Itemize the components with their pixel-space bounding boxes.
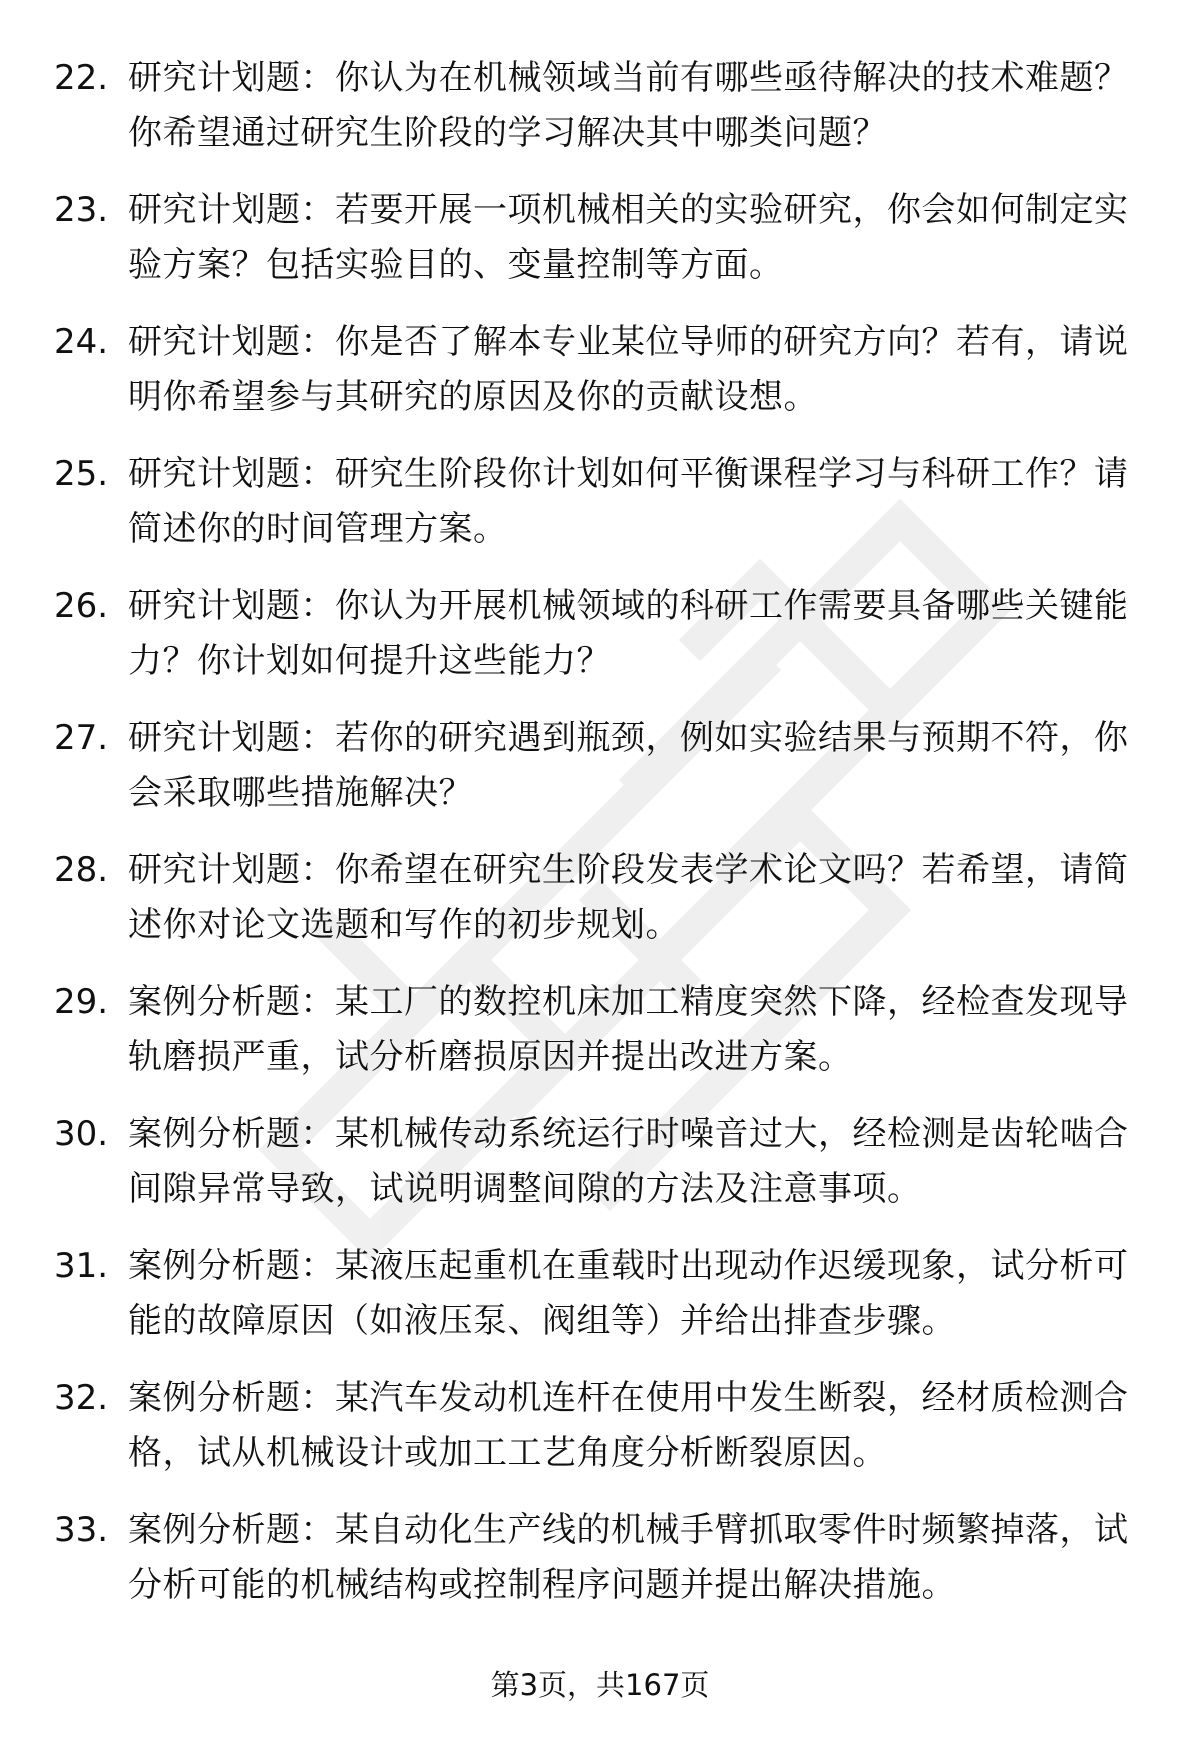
question-item [0, 843, 1200, 975]
question-item [0, 447, 1200, 579]
question-item [0, 315, 1200, 447]
page-number-footer: 第3页，共167页 [490, 1668, 710, 1702]
question-text: 案例分析题：某自动化生产线的机械手臂抓取零件时频繁掉落，试分析可能的机械结构或控制程序问题并提出解决措施。 [128, 1510, 1129, 1605]
question-number: 31. [54, 1246, 109, 1286]
question-item [0, 183, 1200, 315]
question-item [0, 1239, 1200, 1371]
question-text: 研究计划题：若要开展一项机械相关的实验研究，你会如何制定实验方案？包括实验目的、变量控制等方面。 [128, 190, 1129, 285]
question-number: 23. [54, 190, 109, 230]
question-number: 24. [54, 322, 109, 362]
question-text: 研究计划题：你认为在机械领域当前有哪些亟待解决的技术难题？你希望通过研究生阶段的学习解决其中哪类问题？ [128, 58, 1129, 153]
question-text: 研究计划题：你希望在研究生阶段发表学术论文吗？若希望，请简述你对论文选题和写作的初步规划。 [128, 850, 1129, 945]
question-text: 研究计划题：研究生阶段你计划如何平衡课程学习与科研工作？请简述你的时间管理方案。 [128, 454, 1129, 549]
question-item [0, 579, 1200, 711]
question-number: 27. [54, 718, 109, 758]
question-number: 26. [54, 586, 109, 626]
question-number: 25. [54, 454, 109, 494]
question-item [0, 1107, 1200, 1239]
question-item [0, 1371, 1200, 1503]
question-number: 22. [54, 58, 109, 98]
question-number: 33. [54, 1510, 109, 1550]
question-number: 28. [54, 850, 109, 890]
question-text: 研究计划题：若你的研究遇到瓶颈，例如实验结果与预期不符，你会采取哪些措施解决？ [128, 718, 1129, 813]
question-item [0, 711, 1200, 843]
question-item [0, 975, 1200, 1107]
question-number: 32. [54, 1378, 109, 1418]
question-list [0, 51, 1200, 1635]
question-text: 案例分析题：某液压起重机在重载时出现动作迟缓现象，试分析可能的故障原因（如液压泵、阀组等）并给出排查步骤。 [128, 1246, 1129, 1341]
question-item [0, 51, 1200, 183]
question-text: 研究计划题：你认为开展机械领域的科研工作需要具备哪些关键能力？你计划如何提升这些能力？ [128, 586, 1129, 681]
question-text: 案例分析题：某工厂的数控机床加工精度突然下降，经检查发现导轨磨损严重，试分析磨损原因并提出改进方案。 [128, 982, 1129, 1077]
question-number: 30. [54, 1114, 109, 1154]
question-text: 案例分析题：某汽车发动机连杆在使用中发生断裂，经材质检测合格，试从机械设计或加工工艺角度分析断裂原因。 [128, 1378, 1129, 1473]
question-text: 研究计划题：你是否了解本专业某位导师的研究方向？若有，请说明你希望参与其研究的原因及你的贡献设想。 [128, 322, 1129, 417]
question-item [0, 1503, 1200, 1635]
question-text: 案例分析题：某机械传动系统运行时噪音过大，经检测是齿轮啮合间隙异常导致，试说明调整间隙的方法及注意事项。 [128, 1114, 1129, 1209]
question-number: 29. [54, 982, 109, 1022]
